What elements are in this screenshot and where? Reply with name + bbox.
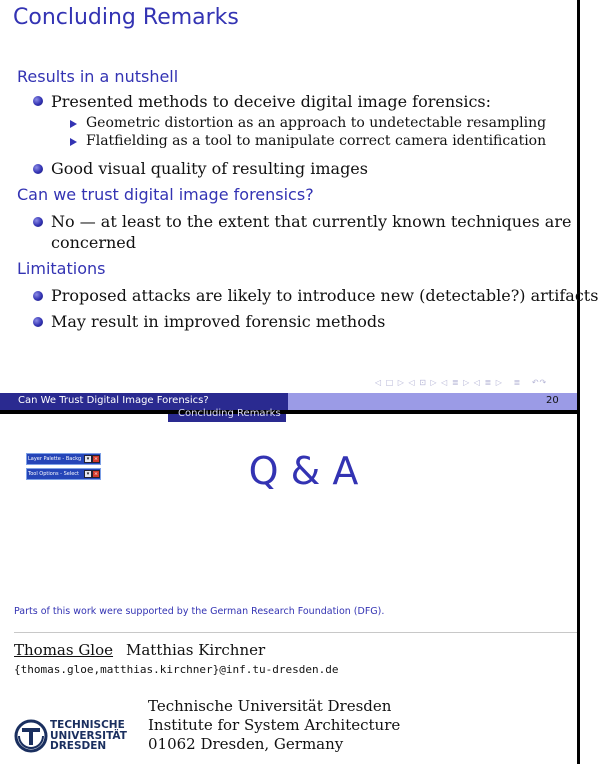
footer-title: Can We Trust Digital Image Forensics? <box>18 395 209 406</box>
bullet-ball-icon <box>33 317 43 327</box>
section-limitations: Limitations <box>17 259 106 278</box>
bullet-ball-icon <box>33 96 43 106</box>
slide-footer <box>0 393 577 410</box>
contact-email: {thomas.gloe,matthias.kirchner}@inf.tu-dresden.de <box>14 663 339 676</box>
bullet-no-line2: concerned <box>51 233 136 252</box>
funding-note: Parts of this work were supported by the German Research Foundation (DFG). <box>14 606 385 617</box>
section-trust: Can we trust digital image forensics? <box>17 185 314 204</box>
address-university: Technische Universität Dresden <box>148 697 392 715</box>
close-icon[interactable]: × <box>93 456 99 462</box>
subbullet-geometric: Geometric distortion as an approach to undetectable resampling <box>86 115 547 131</box>
page-right-border <box>577 0 580 764</box>
slide-title: Concluding Remarks <box>13 5 239 30</box>
tu-dresden-logo <box>14 716 126 756</box>
bullet-improved: May result in improved forensic methods <box>51 312 386 331</box>
address-institute: Institute for System Architecture <box>148 716 401 734</box>
bullet-visual-quality: Good visual quality of resulting images <box>51 159 368 178</box>
qa-heading: Q & A <box>248 449 359 493</box>
address-city: 01062 Dresden, Germany <box>148 735 344 753</box>
logo-wordmark: TECHNISCHE UNIVERSITÄT DRESDEN <box>50 719 127 752</box>
bullet-ball-icon <box>33 291 43 301</box>
close-icon[interactable]: × <box>93 471 99 477</box>
bullet-ball-icon <box>33 164 43 174</box>
peek-title: Concluding Remarks <box>178 408 281 419</box>
author-thomas-gloe: Thomas Gloe <box>14 641 114 659</box>
palette-menu-icon[interactable]: ▾ <box>84 455 92 463</box>
section-results: Results in a nutshell <box>17 67 179 86</box>
bullet-ball-icon <box>33 217 43 227</box>
slide-qa <box>0 408 577 764</box>
beamer-navigation-icons[interactable]: ◁ □ ▷ ◁ ⊡ ▷ ◁ ≣ ▷ ◁ ≣ ▷ ≣ ↶↷ <box>375 378 548 387</box>
triangle-bullet-icon <box>70 138 77 146</box>
divider <box>14 632 577 633</box>
triangle-bullet-icon <box>70 120 77 128</box>
page-number: 20 <box>546 395 559 406</box>
bullet-attacks: Proposed attacks are likely to introduce new (detectable?) artifacts <box>51 286 599 305</box>
palette-menu-icon[interactable]: ▾ <box>84 470 92 478</box>
tu-dresden-emblem-icon <box>14 719 48 753</box>
author-matthias-kirchner: Matthias Kirchner <box>126 641 266 659</box>
palette-label: Layer Palette - Backg <box>28 456 82 462</box>
previous-slide-peek <box>168 408 286 422</box>
subbullet-flatfielding: Flatfielding as a tool to manipulate correct camera identification <box>86 133 547 149</box>
bullet-no-line1: No — at least to the extent that currently known techniques are <box>51 212 572 231</box>
palette-label: Tool Options - Select <box>28 471 80 477</box>
bullet-presented: Presented methods to deceive digital image forensics: <box>51 92 492 111</box>
